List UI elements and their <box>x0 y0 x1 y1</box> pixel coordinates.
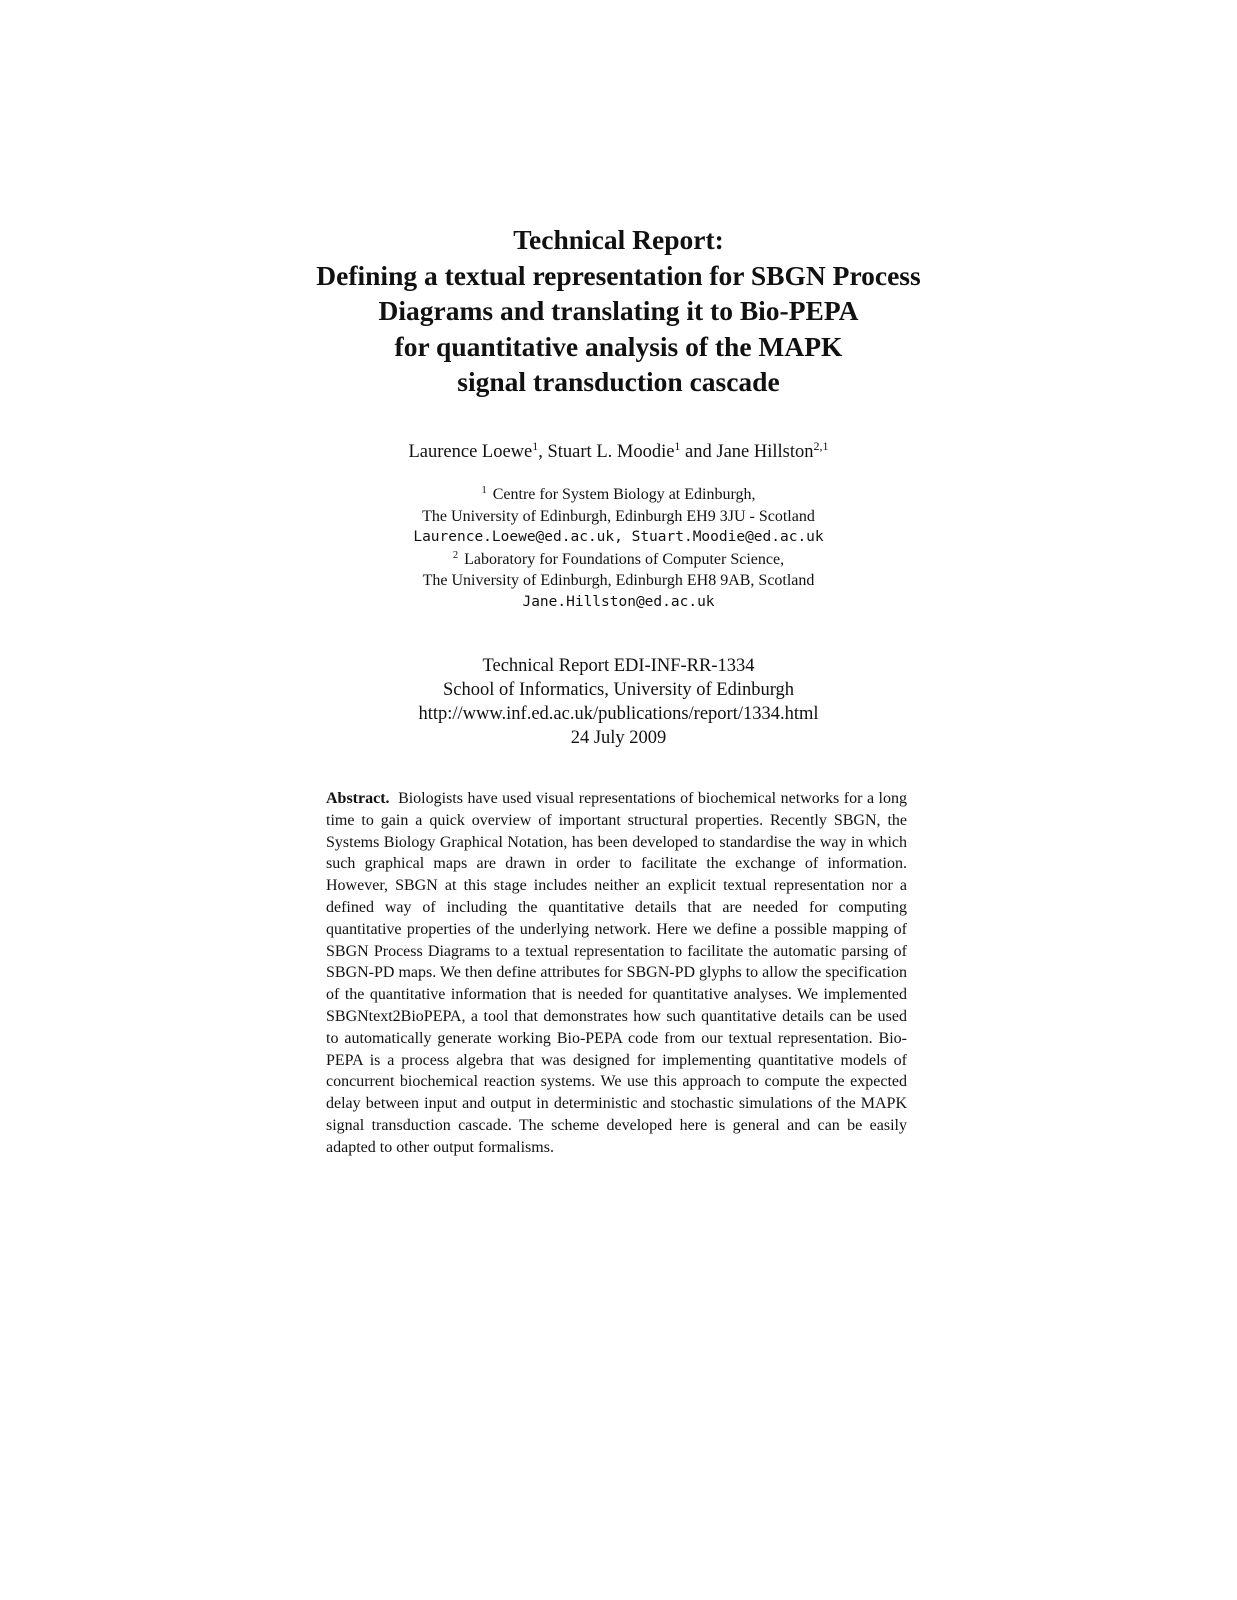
title-line: for quantitative analysis of the MAPK <box>394 330 843 362</box>
title-line: Diagrams and translating it to Bio-PEPA <box>378 295 859 326</box>
affiliation-mark: 2 <box>452 549 459 561</box>
report-url: http://www.inf.ed.ac.uk/publications/report/1334.html <box>418 704 819 724</box>
affiliation-1-institute <box>0 484 1237 506</box>
author-name: Jane Hillston <box>716 442 814 462</box>
report-date: 24 July 2009 <box>570 728 667 748</box>
author-affiliation-mark: 1 <box>674 439 681 453</box>
author-affiliation-mark: 2,1 <box>813 439 829 453</box>
author-affiliation-mark: 1 <box>532 439 539 453</box>
affiliation-2-address: The University of Edinburgh, Edinburgh EH8 9AB, Scotland <box>422 572 815 589</box>
report-number: Technical Report EDI-INF-RR-1334 <box>482 656 755 676</box>
paper-title <box>0 222 1237 400</box>
abstract <box>326 788 907 1159</box>
author-list <box>0 440 1237 464</box>
title-line: Technical Report: <box>513 224 724 255</box>
abstract-text: Biologists have used visual representations of biochemical networks for a long time to gain a quick overview of important structural properties. Recently SBGN, the Systems Biology Graphical Notation, has been developed to standardise the way in which such graphical maps are drawn in order to facilitate the exchange of information. However, SBGN at this stage includes neither an explicit textual representation nor a defined way of including the quantitative details that are needed for computing quantitative properties of the underlying network. Here we define a possible mapping of SBGN Process Diagrams to a textual representation to facilitate the automatic parsing of SBGN-PD maps. We then define attributes for SBGN-PD glyphs to allow the specification of the quantitative information that is needed for quantitative analyses. We implemented SBGNtext2BioPEPA, a tool that demonstrates how such quantitative details can be used to automatically generate working Bio-PEPA code from our textual representation. Bio-PEPA is a process algebra that was designed for implementing quantitative models of concurrent biochemical reaction systems. We use this approach to compute the expected delay between input and output in deterministic and stochastic simulations of the MAPK signal transduction cascade. The scheme developed here is general and can be easily adapted to other output formalisms. <box>326 790 908 1156</box>
author-separator: and <box>680 442 717 462</box>
affiliation-1-address: The University of Edinburgh, Edinburgh EH9 3JU - Scotland <box>422 507 815 525</box>
affiliation-1-emails: Laurence.Loewe@ed.ac.uk, Stuart.Moodie@ed.ac.uk <box>413 529 824 545</box>
abstract-label: Abstract. <box>326 790 390 807</box>
affiliation-text: Centre for System Biology at Edinburgh, <box>492 486 756 503</box>
affiliation-mark: 1 <box>481 485 487 496</box>
affiliation-2-email: Jane.Hillston@ed.ac.uk <box>522 593 715 610</box>
report-school: School of Informatics, University of Edinburgh <box>442 680 795 700</box>
title-line: Defining a textual representation for SBGN Process <box>316 259 921 291</box>
affiliations <box>0 484 1237 613</box>
author-name: Stuart L. Moodie <box>547 442 675 462</box>
affiliation-2-institute <box>0 549 1237 571</box>
author-name: Laurence Loewe <box>408 442 533 462</box>
author-separator: , <box>538 442 548 462</box>
affiliation-text: Laboratory for Foundations of Computer Science, <box>464 550 785 568</box>
report-info <box>0 654 1237 750</box>
title-line: signal transduction cascade <box>457 366 780 397</box>
